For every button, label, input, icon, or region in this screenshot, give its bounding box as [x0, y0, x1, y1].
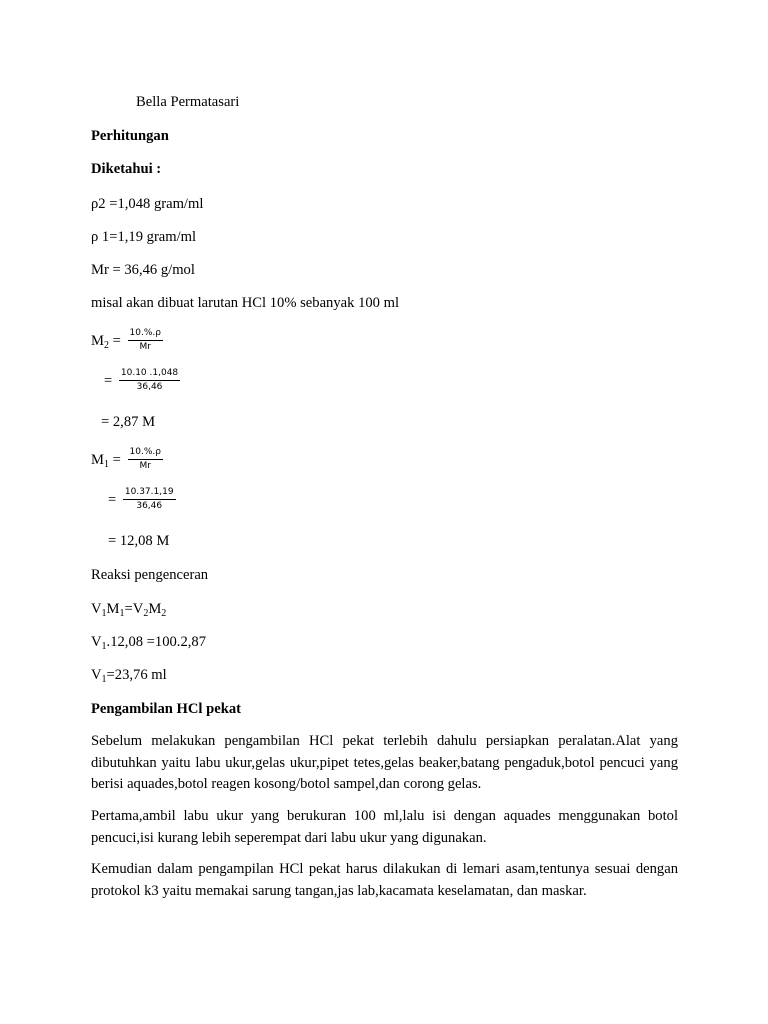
m2-result: = 2,87 M: [101, 414, 156, 430]
m2-formula-fraction: [128, 328, 163, 353]
m1-subst-numerator: 10.37.1,19: [123, 487, 176, 500]
m2-subst-equals: =: [104, 372, 113, 389]
m2-subst-denominator: 36,46: [136, 382, 163, 392]
m1-subst-equals: =: [108, 491, 117, 508]
paragraph-preparation: Sebelum melakukan pengambilan HCl pekat terlebih dahulu persiapkan peralatan.Alat yang dibutuhkan yaitu labu ukur,gelas ukur,pipet tetes,gelas beaker,batang pengaduk,botol pencuci yang berisi aquades,botol reagen kosong/botol sampel,dan corong gelas.: [91, 733, 678, 792]
paragraph-first-step: Pertama,ambil labu ukur yang berukuran 100 ml,lalu isi dengan aquades menggunakan botol pencuci,isi kurang lebih seperempat dari labu ukur yang digunakan.: [91, 808, 678, 846]
m1-subst-fraction: [123, 487, 176, 512]
m2-substitution: [104, 368, 180, 393]
m1-lhs: $M_1$ =: [91, 451, 121, 470]
m2-formula-denominator: Mr: [139, 342, 151, 352]
assumption-text: misal akan dibuat larutan HCl 10% sebanyak 100 ml: [91, 295, 400, 311]
author-name: Bella Permatasari: [136, 94, 240, 110]
dilution-result: $V_1=23,76$ ml: [91, 667, 167, 685]
density-rho1: ρ 1=1,19 gram/ml: [91, 229, 197, 245]
heading-perhitungan: Perhitungan: [91, 128, 169, 144]
m2-subst-fraction: [119, 368, 180, 393]
molar-mass: Mr = 36,46 g/mol: [91, 262, 195, 278]
heading-diketahui: Diketahui :: [91, 161, 162, 177]
m1-result: = 12,08 M: [108, 533, 170, 549]
paragraph-safety: Kemudian dalam pengampilan HCl pekat harus dilakukan di lemari asam,tentunya sesuai dengan protokol k3 yaitu memakai sarung tangan,jas lab,kacamata keselamatan, dan maskar.: [91, 861, 678, 899]
m1-formula-denominator: Mr: [139, 461, 151, 471]
m2-lhs: $M_2$ =: [91, 332, 121, 351]
heading-pengambilan: Pengambilan HCl pekat: [91, 701, 242, 717]
dilution-substitution: $V_1.12,08 =100.2,87$: [91, 634, 206, 652]
m2-formula: [91, 328, 163, 353]
m2-formula-numerator: 10.%.ρ: [128, 328, 163, 341]
m1-formula-fraction: [128, 447, 163, 472]
dilution-heading: Reaksi pengenceran: [91, 567, 209, 583]
m1-substitution: [108, 487, 176, 512]
m1-subst-denominator: 36,46: [136, 501, 163, 511]
m1-formula: [91, 447, 163, 472]
dilution-equation: $V_1M_1=V_2M_2$: [91, 601, 167, 619]
m1-formula-numerator: 10.%.ρ: [128, 447, 163, 460]
density-rho2: ρ2 =1,048 gram/ml: [91, 196, 204, 212]
m2-subst-numerator: 10.10 .1,048: [119, 368, 180, 381]
